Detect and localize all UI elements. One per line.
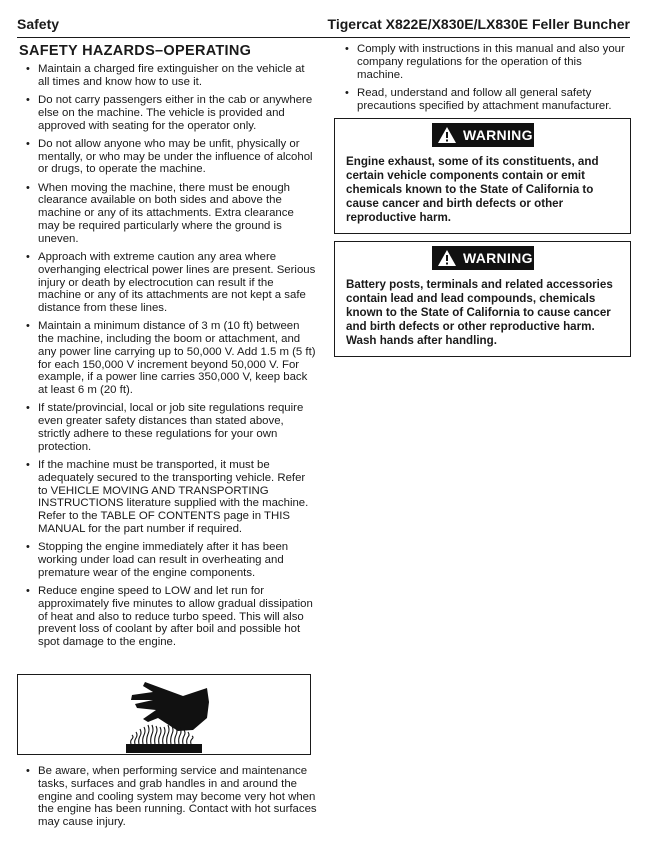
bullet-item [17,541,317,579]
bullet-glyph: • [26,541,30,554]
warning-badge [432,246,534,270]
bullet-item [17,402,317,453]
bullet-text: Do not allow anyone who may be unfit, physically or mentally, or who may be under the influence of alcohol or drugs, to operate the machine. [38,137,313,176]
bullet-text: Be aware, when performing service and maintenance tasks, surfaces and grab handles in and around the engine and cooling system may become very hot when the engine has been running. Contact with hot surfaces may cause injury. [38,765,317,829]
bullet-glyph: • [26,765,30,777]
bullet-text: When moving the machine, there must be enough clearance available on both sides and above the machine or any of its attachments. Extra clearance may be required particularly where the ground is uneven. [38,181,294,245]
bullet-text: Reduce engine speed to LOW and let run for approximately five minutes to allow gradual dissipation of heat and also to reduce turbo speed. This will also prevent loss of coolant by after boil and possible hot spot damage to the engine. [38,585,313,649]
bullet-text: Approach with extreme caution any area where overhanging electrical power lines are present. Serious injury or death by electrocution can result if the machine or any of its attachments are not kept a safe distance from these lines. [38,250,316,315]
bullet-item [17,765,317,829]
bullet-glyph: • [345,43,349,55]
warning-triangle-icon [437,249,457,267]
bullet-text: If the machine must be transported, it must be adequately secured to the transporting vehicle. Refer to VEHICLE MOVING AND TRANSPORTING INSTRUCTIONS literature supplied with the machine. Refer to the TABLE OF CONTENTS page in THIS MANUAL for the part number if required. [38,459,309,536]
warning-text: Engine exhaust, some of its constituents, and certain vehicle components contain or emit chemicals known to the State of California to cause cancer and birth defects or other reproductive harm. [346,155,599,224]
bullet-text: Maintain a minimum distance of 3 m (10 ft) between the machine, including the boom or attachment, and any power line carrying up to 50,000 V. Add 1.5 m (5 ft) for each 150,000 V increment beyond 50,000 V. For example, if a power line carries 350,000 V, keep back at least 6 m (20 ft). [38,320,316,397]
bullet-item [17,94,317,132]
bullet-glyph: • [345,86,349,99]
bullet-glyph: • [26,93,30,106]
hot-surface-hand-icon [123,678,218,753]
left-bullet-list [17,63,317,654]
bullet-item [17,459,317,536]
bullet-item [17,585,317,649]
bullet-glyph: • [26,137,30,150]
bullet-glyph: • [26,250,30,263]
bullet-glyph: • [26,63,30,75]
warning-label: WARNING [463,127,533,143]
bullet-item [17,320,317,397]
warning-triangle-icon [437,126,457,144]
section-title: SAFETY HAZARDS–OPERATING [19,43,252,59]
header-document-title: Tigercat X822E/X830E/LX830E Feller Buncher [327,16,630,32]
hot-surface-pictogram-box [17,674,311,755]
bullet-glyph: • [26,320,30,333]
bullet-item [17,138,317,176]
bullet-text: Maintain a charged fire extinguisher on the vehicle at all times and know how to use it. [38,63,305,88]
bullet-glyph: • [26,181,30,194]
header-section-label: Safety [17,16,60,32]
warning-label: WARNING [463,250,533,266]
bullet-item [17,63,317,89]
bullet-text: Stopping the engine immediately after it has been working under load can result in overheating and premature wear of the engine components. [38,541,289,579]
bullet-item [336,87,631,113]
bullet-item [17,182,317,246]
warning-box-engine-exhaust [334,118,631,234]
warning-box-battery-lead [334,241,631,357]
bullet-glyph: • [26,459,30,472]
bullet-text: Do not carry passengers either in the cab or anywhere else on the machine. The vehicle is provided and approved with seating for the operator only. [38,93,313,132]
bullet-text: Comply with instructions in this manual and also your company regulations for the operation of this machine. [357,43,625,81]
bullet-text: If state/provincial, local or job site regulations require even greater safety distances than stated above, strictly adhere to these regulations for your own protection. [38,402,304,453]
header-divider [17,37,630,38]
bullet-item [336,43,631,81]
bullet-glyph: • [26,402,30,415]
warning-badge [432,123,534,147]
bullet-glyph: • [26,585,30,597]
right-bullet-list [336,43,631,118]
bullet-text: Read, understand and follow all general safety precautions specified by attachment manufacturer. [357,86,612,112]
bullet-item [17,251,317,315]
warning-text: Battery posts, terminals and related accessories contain lead and lead compounds, chemicals known to the State of California to cause cancer and birth defects or other reproductive harm. Wash hands after handling. [346,278,613,347]
left-bullet-list-after-icon [17,765,317,834]
